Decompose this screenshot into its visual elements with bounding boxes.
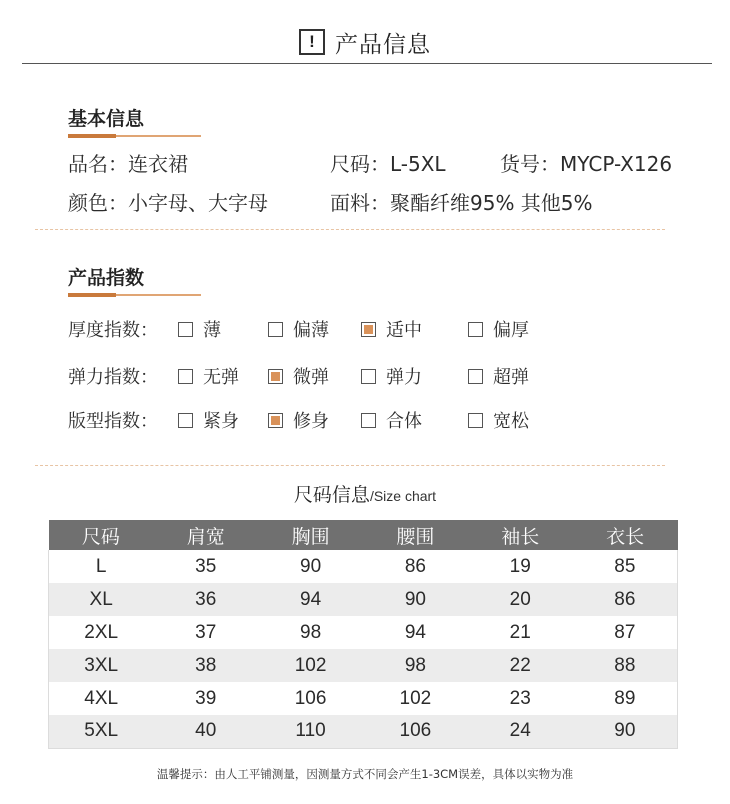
empty-checkbox-icon bbox=[178, 369, 193, 384]
index-option-label: 微弹 bbox=[293, 367, 329, 388]
empty-checkbox-icon bbox=[468, 369, 483, 384]
table-cell: 39 bbox=[153, 682, 258, 715]
table-cell: 87 bbox=[573, 616, 678, 649]
size-table-body bbox=[49, 550, 678, 748]
index-option-label: 超弹 bbox=[493, 367, 529, 388]
table-cell: 110 bbox=[258, 715, 363, 748]
basic-info-underline bbox=[68, 135, 201, 137]
index-option-label: 薄 bbox=[203, 320, 221, 341]
index-option-label: 无弹 bbox=[203, 367, 239, 388]
index-option bbox=[178, 407, 239, 433]
table-cell: 98 bbox=[258, 616, 363, 649]
table-cell: 88 bbox=[573, 649, 678, 682]
table-cell: 21 bbox=[468, 616, 573, 649]
table-cell: 106 bbox=[363, 715, 468, 748]
page-header bbox=[0, 26, 730, 58]
size-table-header-cell: 衣长 bbox=[573, 520, 678, 550]
empty-checkbox-icon bbox=[361, 413, 376, 428]
index-option-label: 合体 bbox=[386, 411, 422, 432]
index-option bbox=[178, 316, 221, 342]
table-cell: 86 bbox=[573, 583, 678, 616]
index-option bbox=[468, 363, 529, 389]
size-table-header-cell: 腰围 bbox=[363, 520, 468, 550]
table-row bbox=[49, 715, 678, 748]
index-option-label: 宽松 bbox=[493, 411, 529, 432]
basic-info-heading: 基本信息 bbox=[68, 108, 145, 130]
product-sku: 货号：MYCP-X126 bbox=[500, 152, 673, 176]
empty-checkbox-icon bbox=[468, 322, 483, 337]
product-fabric: 面料：聚酯纤维95% 其他5% bbox=[330, 191, 593, 215]
checked-box-icon bbox=[361, 322, 376, 337]
table-cell: 2XL bbox=[49, 616, 154, 649]
index-option-label: 偏厚 bbox=[493, 320, 529, 341]
table-cell: 4XL bbox=[49, 682, 154, 715]
index-option-label: 弹力 bbox=[386, 367, 422, 388]
table-cell: 94 bbox=[258, 583, 363, 616]
empty-checkbox-icon bbox=[178, 413, 193, 428]
table-cell: 106 bbox=[258, 682, 363, 715]
index-option bbox=[361, 316, 422, 342]
product-color: 颜色：小字母、大字母 bbox=[68, 191, 268, 215]
table-cell: 20 bbox=[468, 583, 573, 616]
table-cell: 22 bbox=[468, 649, 573, 682]
table-row bbox=[49, 649, 678, 682]
index-row-label: 厚度指数： bbox=[68, 320, 158, 341]
table-cell: 5XL bbox=[49, 715, 154, 748]
table-row bbox=[49, 550, 678, 583]
table-cell: 90 bbox=[258, 550, 363, 583]
section-divider bbox=[35, 229, 665, 230]
table-cell: L bbox=[49, 550, 154, 583]
index-option-label: 修身 bbox=[293, 411, 329, 432]
empty-checkbox-icon bbox=[468, 413, 483, 428]
size-table bbox=[48, 520, 678, 749]
empty-checkbox-icon bbox=[178, 322, 193, 337]
page-title: 产品信息 bbox=[335, 31, 431, 58]
product-index-underline bbox=[68, 294, 201, 296]
size-table-header-cell: 尺码 bbox=[49, 520, 154, 550]
size-table-header-cell: 胸围 bbox=[258, 520, 363, 550]
table-cell: 85 bbox=[573, 550, 678, 583]
index-option bbox=[468, 316, 529, 342]
table-cell: 90 bbox=[573, 715, 678, 748]
section-divider bbox=[35, 465, 665, 466]
table-cell: 23 bbox=[468, 682, 573, 715]
index-option bbox=[178, 363, 239, 389]
exclamation-box-icon: ! bbox=[299, 29, 325, 55]
table-cell: 94 bbox=[363, 616, 468, 649]
index-option bbox=[268, 316, 329, 342]
table-cell: 102 bbox=[363, 682, 468, 715]
table-cell: 35 bbox=[153, 550, 258, 583]
table-cell: 24 bbox=[468, 715, 573, 748]
table-cell: 40 bbox=[153, 715, 258, 748]
index-option-label: 偏薄 bbox=[293, 320, 329, 341]
table-cell: 102 bbox=[258, 649, 363, 682]
size-table-header-cell: 袖长 bbox=[468, 520, 573, 550]
size-table-header-cell: 肩宽 bbox=[153, 520, 258, 550]
table-cell: 98 bbox=[363, 649, 468, 682]
table-cell: 90 bbox=[363, 583, 468, 616]
table-cell: 19 bbox=[468, 550, 573, 583]
size-table-header bbox=[49, 520, 678, 550]
header-divider bbox=[22, 63, 712, 64]
size-chart-title bbox=[0, 480, 730, 507]
table-row bbox=[49, 616, 678, 649]
index-option bbox=[268, 363, 329, 389]
empty-checkbox-icon bbox=[268, 322, 283, 337]
table-cell: XL bbox=[49, 583, 154, 616]
index-option-label: 适中 bbox=[386, 320, 422, 341]
table-row bbox=[49, 583, 678, 616]
product-name: 品名：连衣裙 bbox=[68, 152, 188, 176]
table-cell: 89 bbox=[573, 682, 678, 715]
index-option-label: 紧身 bbox=[203, 411, 239, 432]
table-cell: 86 bbox=[363, 550, 468, 583]
size-chart-title-cn: 尺码信息 bbox=[293, 484, 370, 506]
index-option bbox=[361, 407, 422, 433]
table-row bbox=[49, 682, 678, 715]
empty-checkbox-icon bbox=[361, 369, 376, 384]
checked-box-icon bbox=[268, 369, 283, 384]
product-size-range: 尺码：L-5XL bbox=[330, 152, 446, 176]
table-cell: 3XL bbox=[49, 649, 154, 682]
index-option bbox=[468, 407, 529, 433]
table-cell: 36 bbox=[153, 583, 258, 616]
product-index-heading: 产品指数 bbox=[68, 267, 145, 289]
size-chart-title-en: /Size chart bbox=[369, 488, 437, 504]
table-cell: 37 bbox=[153, 616, 258, 649]
index-option bbox=[361, 363, 422, 389]
checked-box-icon bbox=[268, 413, 283, 428]
index-row-label: 弹力指数： bbox=[68, 367, 158, 388]
measurement-tip: 温馨提示：由人工平铺测量，因测量方式不同会产生1-3CM误差，具体以实物为准 bbox=[156, 767, 574, 781]
table-cell: 38 bbox=[153, 649, 258, 682]
index-row-label: 版型指数： bbox=[68, 411, 158, 432]
index-option bbox=[268, 407, 329, 433]
